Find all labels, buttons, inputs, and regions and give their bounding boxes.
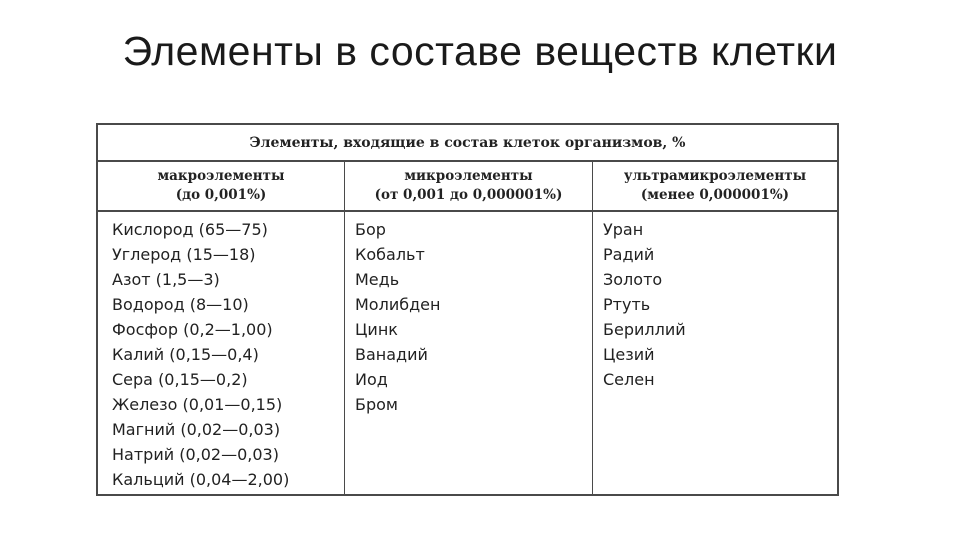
list-item: Калий (0,15—0,4) (112, 345, 259, 364)
list-item: Селен (603, 370, 655, 389)
list-item: Ванадий (355, 345, 428, 364)
column-header-name: микроэлементы (404, 168, 533, 184)
list-item: Иод (355, 370, 388, 389)
slide-title: Элементы в составе веществ клетки (122, 28, 838, 74)
list-item: Сера (0,15—0,2) (112, 370, 248, 389)
list-item: Водород (8—10) (112, 295, 249, 314)
column-header (345, 162, 592, 212)
list-item: Радий (603, 245, 655, 264)
list-item: Кислород (65—75) (112, 220, 268, 239)
column-ultramicroelements (593, 162, 837, 494)
column-body (98, 212, 344, 492)
column-microelements (345, 162, 593, 494)
list-item: Медь (355, 270, 400, 289)
list-item: Золото (603, 270, 663, 289)
column-body (593, 212, 837, 392)
table-grid (98, 162, 837, 494)
column-header-name: ультрамикроэлементы (623, 168, 807, 184)
list-item: Бор (355, 220, 386, 239)
list-item: Бериллий (603, 320, 686, 339)
column-header-range: (менее 0,000001%) (640, 187, 790, 203)
list-item: Кобальт (355, 245, 425, 264)
list-item: Цинк (355, 320, 398, 339)
elements-table (96, 123, 839, 496)
list-item: Уран (603, 220, 644, 239)
column-header-range: (от 0,001 до 0,000001%) (374, 187, 563, 203)
list-item: Цезий (603, 345, 655, 364)
column-header-range: (до 0,001%) (175, 187, 267, 203)
list-item: Бром (355, 395, 398, 414)
column-body (345, 212, 592, 417)
list-item: Молибден (355, 295, 441, 314)
list-item: Углерод (15—18) (112, 245, 256, 264)
list-item: Азот (1,5—3) (112, 270, 220, 289)
column-header (98, 162, 344, 212)
list-item: Кальций (0,04—2,00) (112, 470, 290, 489)
column-header-name: макроэлементы (157, 168, 285, 184)
list-item: Железо (0,01—0,15) (112, 395, 283, 414)
list-item: Ртуть (603, 295, 651, 314)
table-caption: Элементы, входящие в состав клеток организмов, % (98, 125, 837, 162)
column-macroelements (98, 162, 345, 494)
list-item: Натрий (0,02—0,03) (112, 445, 279, 464)
list-item: Магний (0,02—0,03) (112, 420, 281, 439)
list-item: Фосфор (0,2—1,00) (112, 320, 273, 339)
column-header (593, 162, 837, 212)
